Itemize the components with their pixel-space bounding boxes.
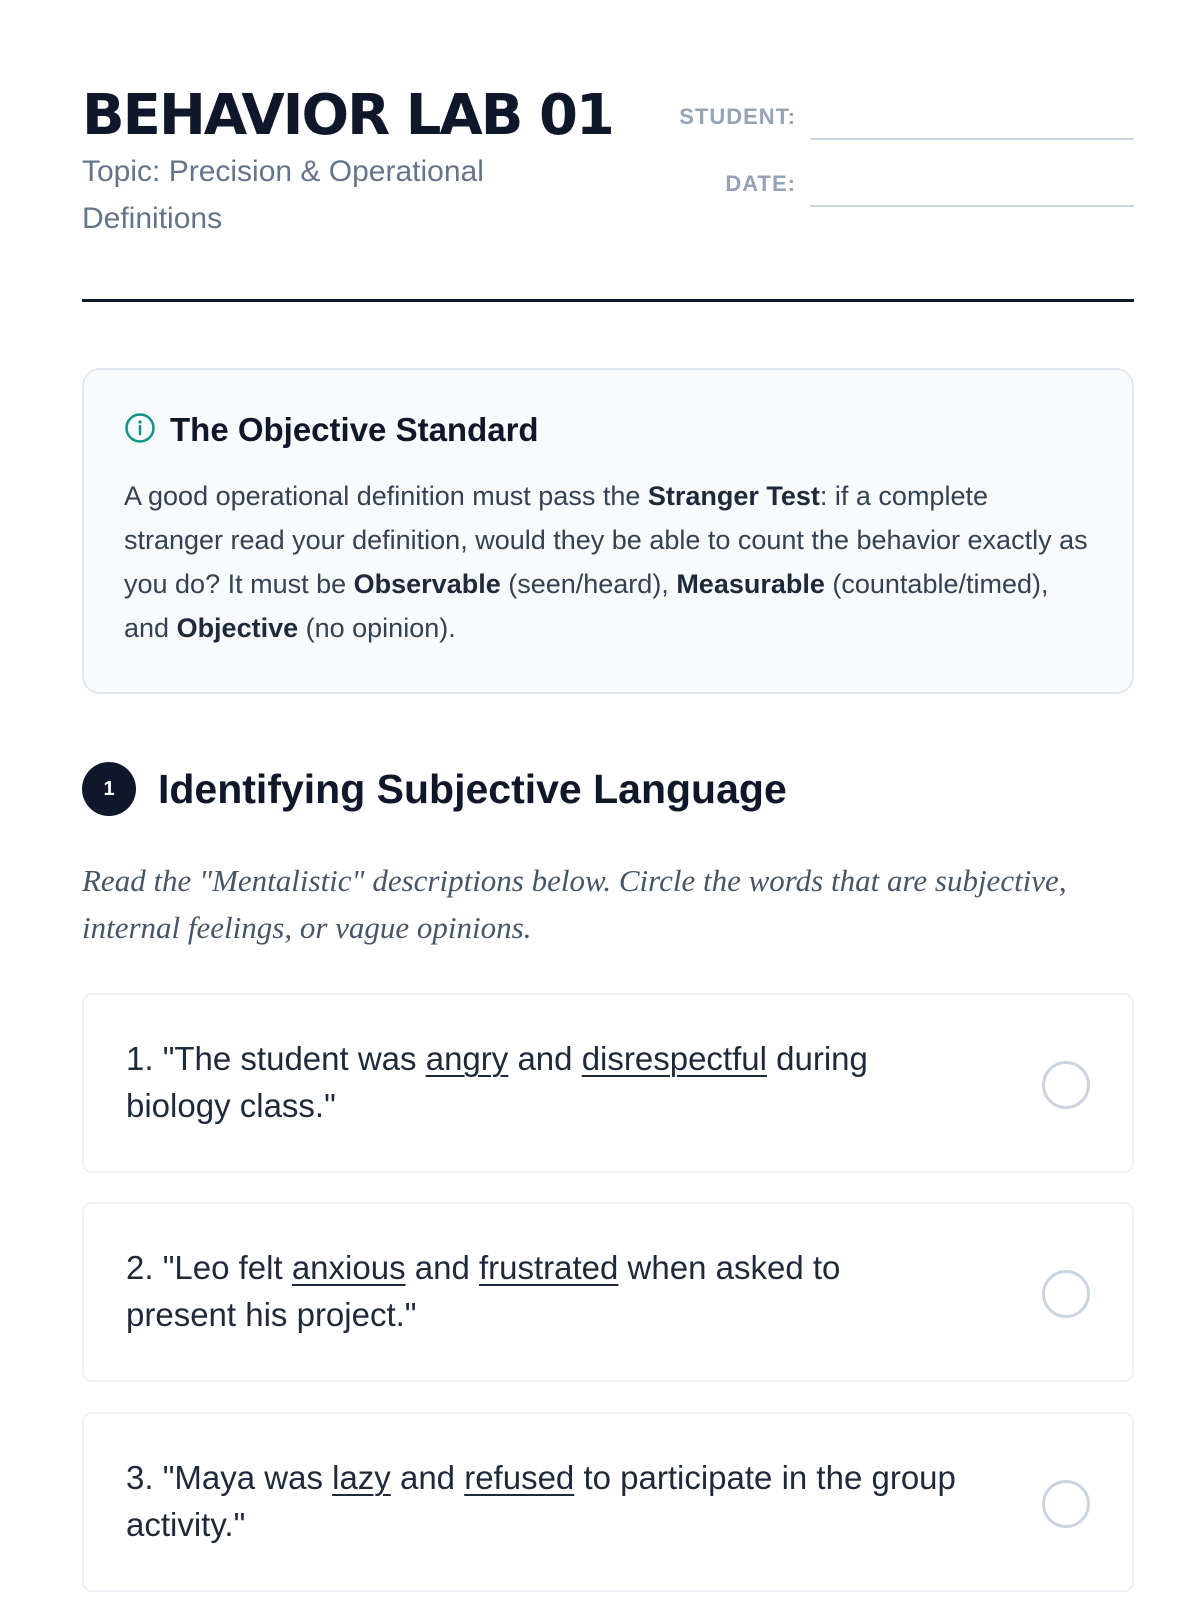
worksheet-page: [82, 0, 1134, 1543]
question-card: [82, 1202, 1134, 1382]
question-text-part: 3. "Maya was: [126, 1459, 333, 1496]
question-card: [82, 993, 1134, 1173]
info-bold-term: Observable: [353, 569, 501, 599]
date-input-line[interactable]: [810, 177, 1134, 207]
question-text: [126, 1035, 956, 1129]
question-text-part: and: [390, 1459, 465, 1496]
info-box-header: [124, 410, 1092, 450]
answer-radio[interactable]: [1042, 1480, 1090, 1528]
info-box-body: [124, 474, 1092, 650]
question-text-part: and: [508, 1040, 582, 1077]
question-text-part: 1. "The student was: [126, 1040, 426, 1077]
answer-radio[interactable]: [1042, 1270, 1090, 1318]
underlined-word[interactable]: refused: [464, 1459, 575, 1496]
underlined-word[interactable]: disrespectful: [581, 1040, 767, 1077]
answer-radio[interactable]: [1042, 1061, 1090, 1109]
info-bold-term: Objective: [176, 613, 299, 643]
section-instructions: Read the "Mentalistic" descriptions below. Circle the words that are subjective, internal feelings, or vague opinions.: [82, 863, 1067, 945]
student-label: STUDENT:: [679, 104, 796, 129]
underlined-word[interactable]: frustrated: [478, 1249, 619, 1286]
underlined-word[interactable]: lazy: [332, 1459, 391, 1496]
info-text: (seen/heard),: [500, 569, 677, 599]
date-label: DATE:: [725, 171, 796, 196]
question-card: [82, 1412, 1134, 1592]
info-text: (countable/timed), and: [124, 569, 1049, 643]
question-text-part: during biology class.": [126, 1040, 868, 1124]
question-text-part: 2. "Leo felt: [126, 1249, 292, 1286]
info-bold-term: Stranger Test: [647, 481, 820, 511]
student-input-line[interactable]: [810, 110, 1134, 140]
page-subtitle: Topic: Precision & Operational Definitions: [82, 155, 484, 235]
info-text: (no opinion).: [298, 613, 456, 643]
info-bold-term: Measurable: [676, 569, 825, 599]
student-field: [662, 92, 1134, 132]
info-box-title: The Objective Standard: [170, 411, 539, 448]
info-text: : if a complete stranger read your definition, would they be able to count the behavior exactly as you do? It must be: [124, 481, 1088, 599]
question-text-part: to participate in the group activity.": [126, 1459, 956, 1543]
question-text: [126, 1244, 956, 1338]
date-field: [662, 159, 1134, 199]
page-title: BEHAVIOR LAB 01: [82, 83, 613, 148]
underlined-word[interactable]: anxious: [291, 1249, 406, 1286]
info-text: A good operational definition must pass the: [124, 481, 648, 511]
question-text: [126, 1454, 956, 1548]
worksheet-header: [82, 0, 1134, 302]
section-1-header: [82, 762, 787, 816]
section-title: Identifying Subjective Language: [158, 765, 787, 812]
underlined-word[interactable]: angry: [425, 1040, 509, 1077]
objective-standard-box: [82, 368, 1134, 694]
question-text-part: when asked to present his project.": [126, 1249, 841, 1333]
info-circle-icon: [124, 412, 156, 449]
question-text-part: and: [405, 1249, 479, 1286]
section-number-badge: 1: [82, 762, 136, 816]
